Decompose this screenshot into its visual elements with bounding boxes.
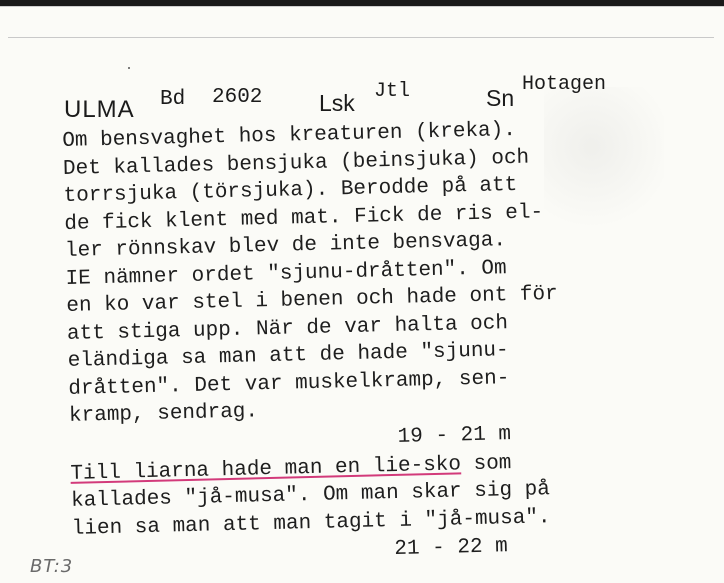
lsk-label: Lsk (319, 90, 355, 116)
entry1-range: 19 - 21 m (397, 422, 512, 449)
entry1-line: IE nämner ordet "sjunu-dråtten". Om (65, 256, 507, 291)
archive-label: ULMA (64, 96, 135, 123)
entry1-line: Det kallades bensjuka (beinsjuka) och (62, 146, 530, 181)
entry1-line: dråtten". Det var muskelkramp, sen- (68, 366, 510, 401)
card-top-rule (8, 37, 714, 38)
sn-value: Hotagen (522, 73, 607, 96)
entry2-range: 21 - 22 m (394, 535, 509, 562)
lsk-value: Jtl (374, 80, 411, 103)
entry1-line: eländiga sa man att de hade "sjunu- (67, 339, 509, 373)
card-body (62, 112, 724, 573)
bd-label: Bd (160, 88, 186, 111)
entry1-line: Om bensvaghet hos kreaturen (kreka). (62, 118, 517, 153)
ink-speck (128, 67, 130, 69)
entry2-line: kallades "jå-musa". Om man skar sig på (70, 478, 551, 513)
entry2-line: lien sa man att man tagit i "jå-musa". (71, 505, 551, 541)
bd-number: 2602 (212, 86, 263, 109)
entry1-line: kramp, sendrag. (68, 400, 259, 428)
entry1-line: de fick klent med mat. Fick de ris el- (64, 200, 544, 236)
entry1-line: en ko var stel i benen och hade ont för (66, 282, 558, 318)
entry2-line1-rest: som (460, 451, 512, 476)
pencil-note: BT:3 (30, 556, 74, 577)
entry2-underlined-phrase: Till liarna hade man en lie-sko (70, 452, 462, 486)
entry1-line: att stiga upp. När de var halta och (66, 311, 509, 346)
entry1-line: ler rönnskav blev de inte bensvaga. (64, 229, 507, 263)
entry1-line: torrsjuka (törsjuka). Berodde på att (63, 173, 518, 208)
sn-label: Sn (486, 85, 515, 111)
